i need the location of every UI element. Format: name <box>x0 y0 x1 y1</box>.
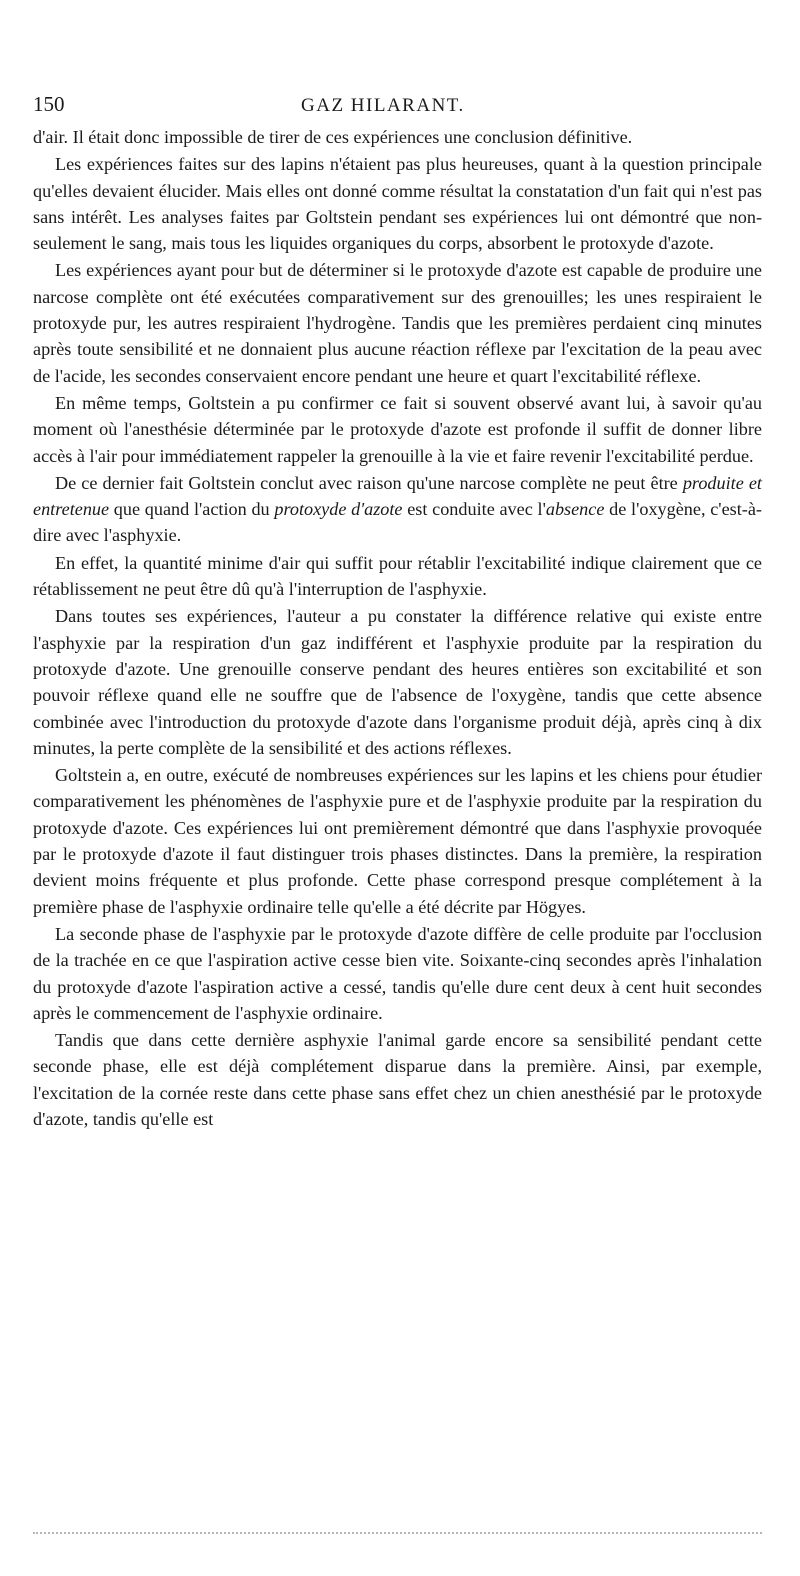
text-run: De ce dernier fait Goltstein conclut avec raison qu'une narcose complète ne peut être <box>55 472 683 493</box>
paragraph <box>33 390 762 469</box>
text-run: Les expériences ayant pour but de déterminer si le protoxyde d'azote est capable de produire une narcose complète ont été exécutées comparativement sur des grenouilles; les unes respiraient le protoxyde pur, les autres respiraient l'hydrogène. Tandis que les premières perdaient cinq minutes après toute sensibilité et ne donnaient plus aucune réaction réflexe par l'excitation de la peau avec de l'acide, les secondes conservaient encore pendant une heure et quart l'excitabilité réflexe. <box>33 260 762 386</box>
paragraph <box>33 151 762 256</box>
paragraph <box>33 124 762 150</box>
text-run: Goltstein a, en outre, exécuté de nombreuses expériences sur les lapins et les chiens pour étudier comparativement les phénomènes de l'asphyxie pure et de l'asphyxie produite par la respiration du protoxyde d'azote. Ces expériences lui ont premièrement démontré que dans l'asphyxie provoquée par le protoxyde d'azote il faut distinguer trois phases distinctes. Dans la première, la respiration devient moins fréquente et plus profonde. Cette phase correspond presque complétement à la première phase de l'asphyxie ordinaire telle qu'elle a été décrite par Högyes. <box>33 765 762 917</box>
paragraph <box>33 603 762 761</box>
text-run: est conduite avec l' <box>402 499 546 520</box>
text-run: d'air. Il était donc impossible de tirer de ces expériences une conclusion définitive. <box>33 127 633 147</box>
text-run: Dans toutes ses expériences, l'auteur a pu constater la différence relative qui existe entre l'asphyxie par la respiration d'un gaz indifférent et l'asphyxie produite par la respiration du protoxyde d'azote. Une grenouille conserve pendant des heures entières son excitabilité et son pouvoir réflexe quand elle ne souffre que de l'absence de l'oxygène, tandis que cette absence combinée avec l'introduction du protoxyde d'azote dans l'organisme produit déjà, après cinq à dix minutes, la perte complète de la sensibilité et des actions réflexes. <box>33 606 762 758</box>
text-run: Les expériences faites sur des lapins n'étaient pas plus heureuses, quant à la question principale qu'elles devaient élucider. Mais elles ont donné comme résultat la constatation d'un fait qui n'est pas sans intérêt. Les analyses faites par Goltstein pendant ses expériences lui ont démontré que non-seulement le sang, mais tous les liquides organiques du corps, absorbent le protoxyde d'azote. <box>33 154 762 254</box>
page-header <box>33 92 762 122</box>
running-head: GAZ HILARANT. <box>301 95 465 116</box>
paragraph <box>33 921 762 1026</box>
text-run: que quand l'action du <box>109 499 275 520</box>
text-run: Tandis que dans cette dernière asphyxie l'animal garde encore sa sensibilité pendant cette seconde phase, elle est déjà complétement disparue dans la première. Ainsi, par exemple, l'excitation de la cornée reste dans cette phase sans effet chez un chien anesthésié par le protoxyde d'azote, tandis qu'elle est <box>33 1030 762 1129</box>
text-run: de l'oxygène, c'est-à-dire avec l'asphyxie. <box>33 499 762 546</box>
text-run: En même temps, Goltstein a pu confirmer ce fait si souvent observé avant lui, à savoir qu'au moment où l'anesthésie déterminée par le protoxyde d'azote est profonde il suffit de donner libre accès à l'air pour immédiatement rappeler la grenouille à la vie et faire revenir l'excitabilité perdue. <box>33 392 762 466</box>
paragraph <box>33 470 762 549</box>
footer-rule <box>33 1532 762 1534</box>
paragraph <box>33 762 762 920</box>
text-run: La seconde phase de l'asphyxie par le protoxyde d'azote diffère de celle produite par l'occlusion de la trachée en ce que l'aspiration active cesse bien vite. Soixante-cinq secondes après l'inhalation du protoxyde d'azote l'aspiration active a cessé, tandis qu'elle dure cent deux à cent huit secondes après le commencement de l'asphyxie ordinaire. <box>33 923 762 1023</box>
italic-text: absence <box>545 499 605 520</box>
paragraph <box>33 550 762 603</box>
body-text <box>33 124 762 1132</box>
text-run: En effet, la quantité minime d'air qui suffit pour rétablir l'excitabilité indique clairement que ce rétablissement ne peut être dû qu'à l'interruption de l'asphyxie. <box>33 552 762 600</box>
italic-text: produite et entretenue <box>33 472 762 520</box>
paragraph <box>33 257 762 388</box>
book-page <box>33 92 762 1132</box>
page-number: 150 <box>33 92 65 116</box>
italic-text: protoxyde d'azote <box>274 499 403 520</box>
paragraph <box>33 1027 762 1132</box>
